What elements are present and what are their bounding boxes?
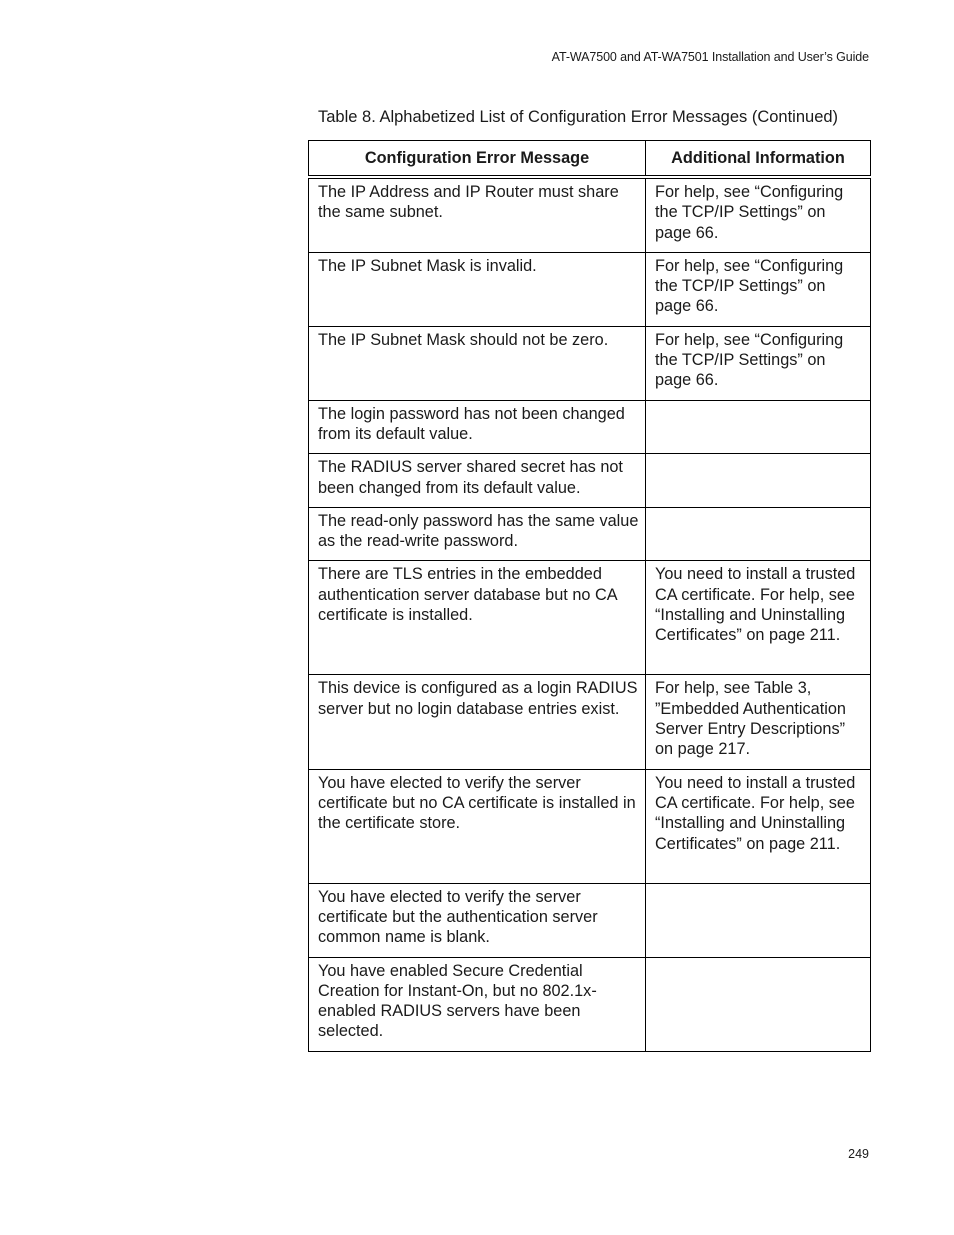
column-header-info: Additional Information bbox=[646, 141, 871, 178]
info-cell bbox=[646, 507, 871, 561]
message-cell: The IP Subnet Mask should not be zero. bbox=[309, 326, 646, 400]
table-row bbox=[309, 177, 871, 252]
error-messages-table bbox=[308, 140, 871, 1052]
message-cell: This device is configured as a login RADIUS server but no login database entries exist. bbox=[309, 675, 646, 769]
message-cell: The read-only password has the same value as the read-write password. bbox=[309, 507, 646, 561]
info-cell bbox=[646, 957, 871, 1051]
message-cell: The IP Subnet Mask is invalid. bbox=[309, 252, 646, 326]
table-row bbox=[309, 252, 871, 326]
table-header-row bbox=[309, 141, 871, 178]
table-row bbox=[309, 507, 871, 561]
message-cell: You have elected to verify the server certificate but the authentication server common name is blank. bbox=[309, 883, 646, 957]
message-cell: The login password has not been changed from its default value. bbox=[309, 400, 646, 454]
info-cell bbox=[646, 454, 871, 508]
table-row bbox=[309, 561, 871, 675]
message-cell: You have elected to verify the server certificate but no CA certificate is installed in the certificate store. bbox=[309, 769, 646, 883]
table-row bbox=[309, 769, 871, 883]
table-row bbox=[309, 326, 871, 400]
table-row bbox=[309, 883, 871, 957]
info-cell: For help, see Table 3, ”Embedded Authentication Server Entry Descriptions” on page 217. bbox=[646, 675, 871, 769]
message-cell: You have enabled Secure Credential Creation for Instant-On, but no 802.1x-enabled RADIUS servers have been selected. bbox=[309, 957, 646, 1051]
table-row bbox=[309, 957, 871, 1051]
table-row bbox=[309, 675, 871, 769]
info-cell: For help, see “Configuring the TCP/IP Settings” on page 66. bbox=[646, 326, 871, 400]
info-cell: For help, see “Configuring the TCP/IP Settings” on page 66. bbox=[646, 252, 871, 326]
page-number: 249 bbox=[848, 1147, 869, 1161]
table-row bbox=[309, 400, 871, 454]
info-cell bbox=[646, 400, 871, 454]
column-header-message: Configuration Error Message bbox=[309, 141, 646, 178]
message-cell: There are TLS entries in the embedded authentication server database but no CA certificate is installed. bbox=[309, 561, 646, 675]
message-cell: The IP Address and IP Router must share the same subnet. bbox=[309, 177, 646, 252]
table-row bbox=[309, 454, 871, 508]
info-cell bbox=[646, 883, 871, 957]
info-cell: For help, see “Configuring the TCP/IP Settings” on page 66. bbox=[646, 177, 871, 252]
message-cell: The RADIUS server shared secret has not been changed from its default value. bbox=[309, 454, 646, 508]
table-caption: Table 8. Alphabetized List of Configuration Error Messages (Continued) bbox=[318, 108, 839, 126]
info-cell: You need to install a trusted CA certificate. For help, see “Installing and Uninstalling Certificates” on page 211. bbox=[646, 561, 871, 675]
info-cell: You need to install a trusted CA certificate. For help, see “Installing and Uninstalling Certificates” on page 211. bbox=[646, 769, 871, 883]
running-header: AT-WA7500 and AT-WA7501 Installation and User’s Guide bbox=[551, 50, 869, 64]
